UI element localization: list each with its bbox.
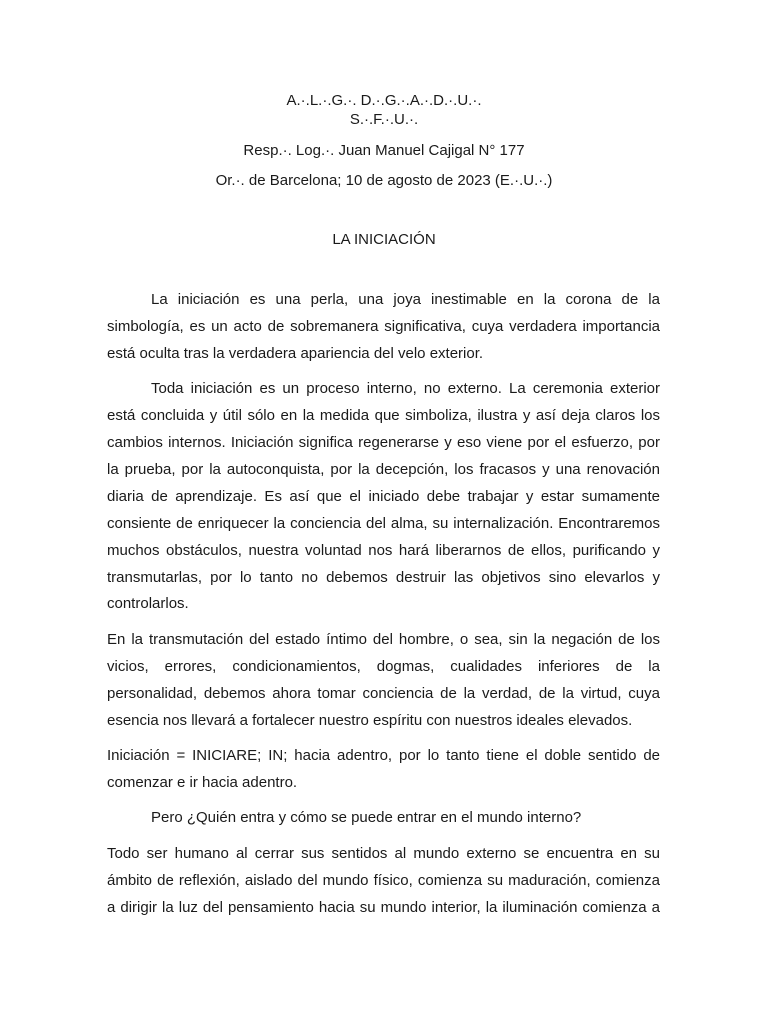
paragraph-2: Toda iniciación es un proceso interno, no externo. La ceremonia exterior está concluida y útil sólo en la medida que simboliza, ilustra y así deja claros los cambios internos. Iniciación significa regenerarse y eso viene por el esfuerzo, por la prueba, por la autoconquista, por la decepción, los fracasos y una renovación diaria de aprendizaje. Es así que el iniciado debe trabajar y estar sumamente consiente de enriquecer la conciencia del alma, su internalización. Encontraremos muchos obstáculos, nuestra voluntad nos hará liberarnos de ellos, purificando y transmutarlas, por lo tanto no debemos destruir las objetivos sino elevarlos y controlarlos. — [107, 380, 660, 613]
paragraph-5: Pero ¿Quién entra y cómo se puede entrar en el mundo interno? — [151, 809, 582, 827]
header-line-1: A.·.L.·.G.·. D.·.G.·.A.·.D.·.U.·. — [286, 92, 482, 109]
header-line-2: S.·.F.·.U.·. — [349, 111, 419, 128]
paragraph-3: En la transmutación del estado íntimo del hombre, o sea, sin la negación de los vicios, errores, condicionamientos, dogmas, cualidades inferiores de la personalidad, debemos ahora tomar conciencia de la verdad, de la virtud, cuya esencia nos llevará a fortalecer nuestro espíritu con nuestros ideales elevados. — [107, 630, 660, 729]
document-body — [107, 287, 660, 921]
paragraph-1: La iniciación es una perla, una joya inestimable en la corona de la simbología, es un acto de sobremanera significativa, cuya verdadera importancia está oculta tras la verdadera apariencia del velo exterior. — [107, 291, 660, 362]
document-title: LA INICIACIÓN — [332, 231, 436, 248]
paragraph-4: Iniciación = INICIARE; IN; hacia adentro, por lo tanto tiene el doble sentido de comenzar e ir hacia adentro. — [107, 747, 660, 791]
paragraph-6: Todo ser humano al cerrar sus sentidos al mundo externo se encuentra en su ámbito de reflexión, aislado del mundo físico, comienza su maduración, comienza a dirigir la luz del pensamiento hacia su mundo interior, la iluminación comienza a — [107, 844, 660, 916]
lodge-name: Resp.·. Log.·. Juan Manuel Cajigal N° 177 — [243, 142, 525, 159]
place-and-date: Or.·. de Barcelona; 10 de agosto de 2023 (E.·.U.·.) — [215, 172, 553, 189]
